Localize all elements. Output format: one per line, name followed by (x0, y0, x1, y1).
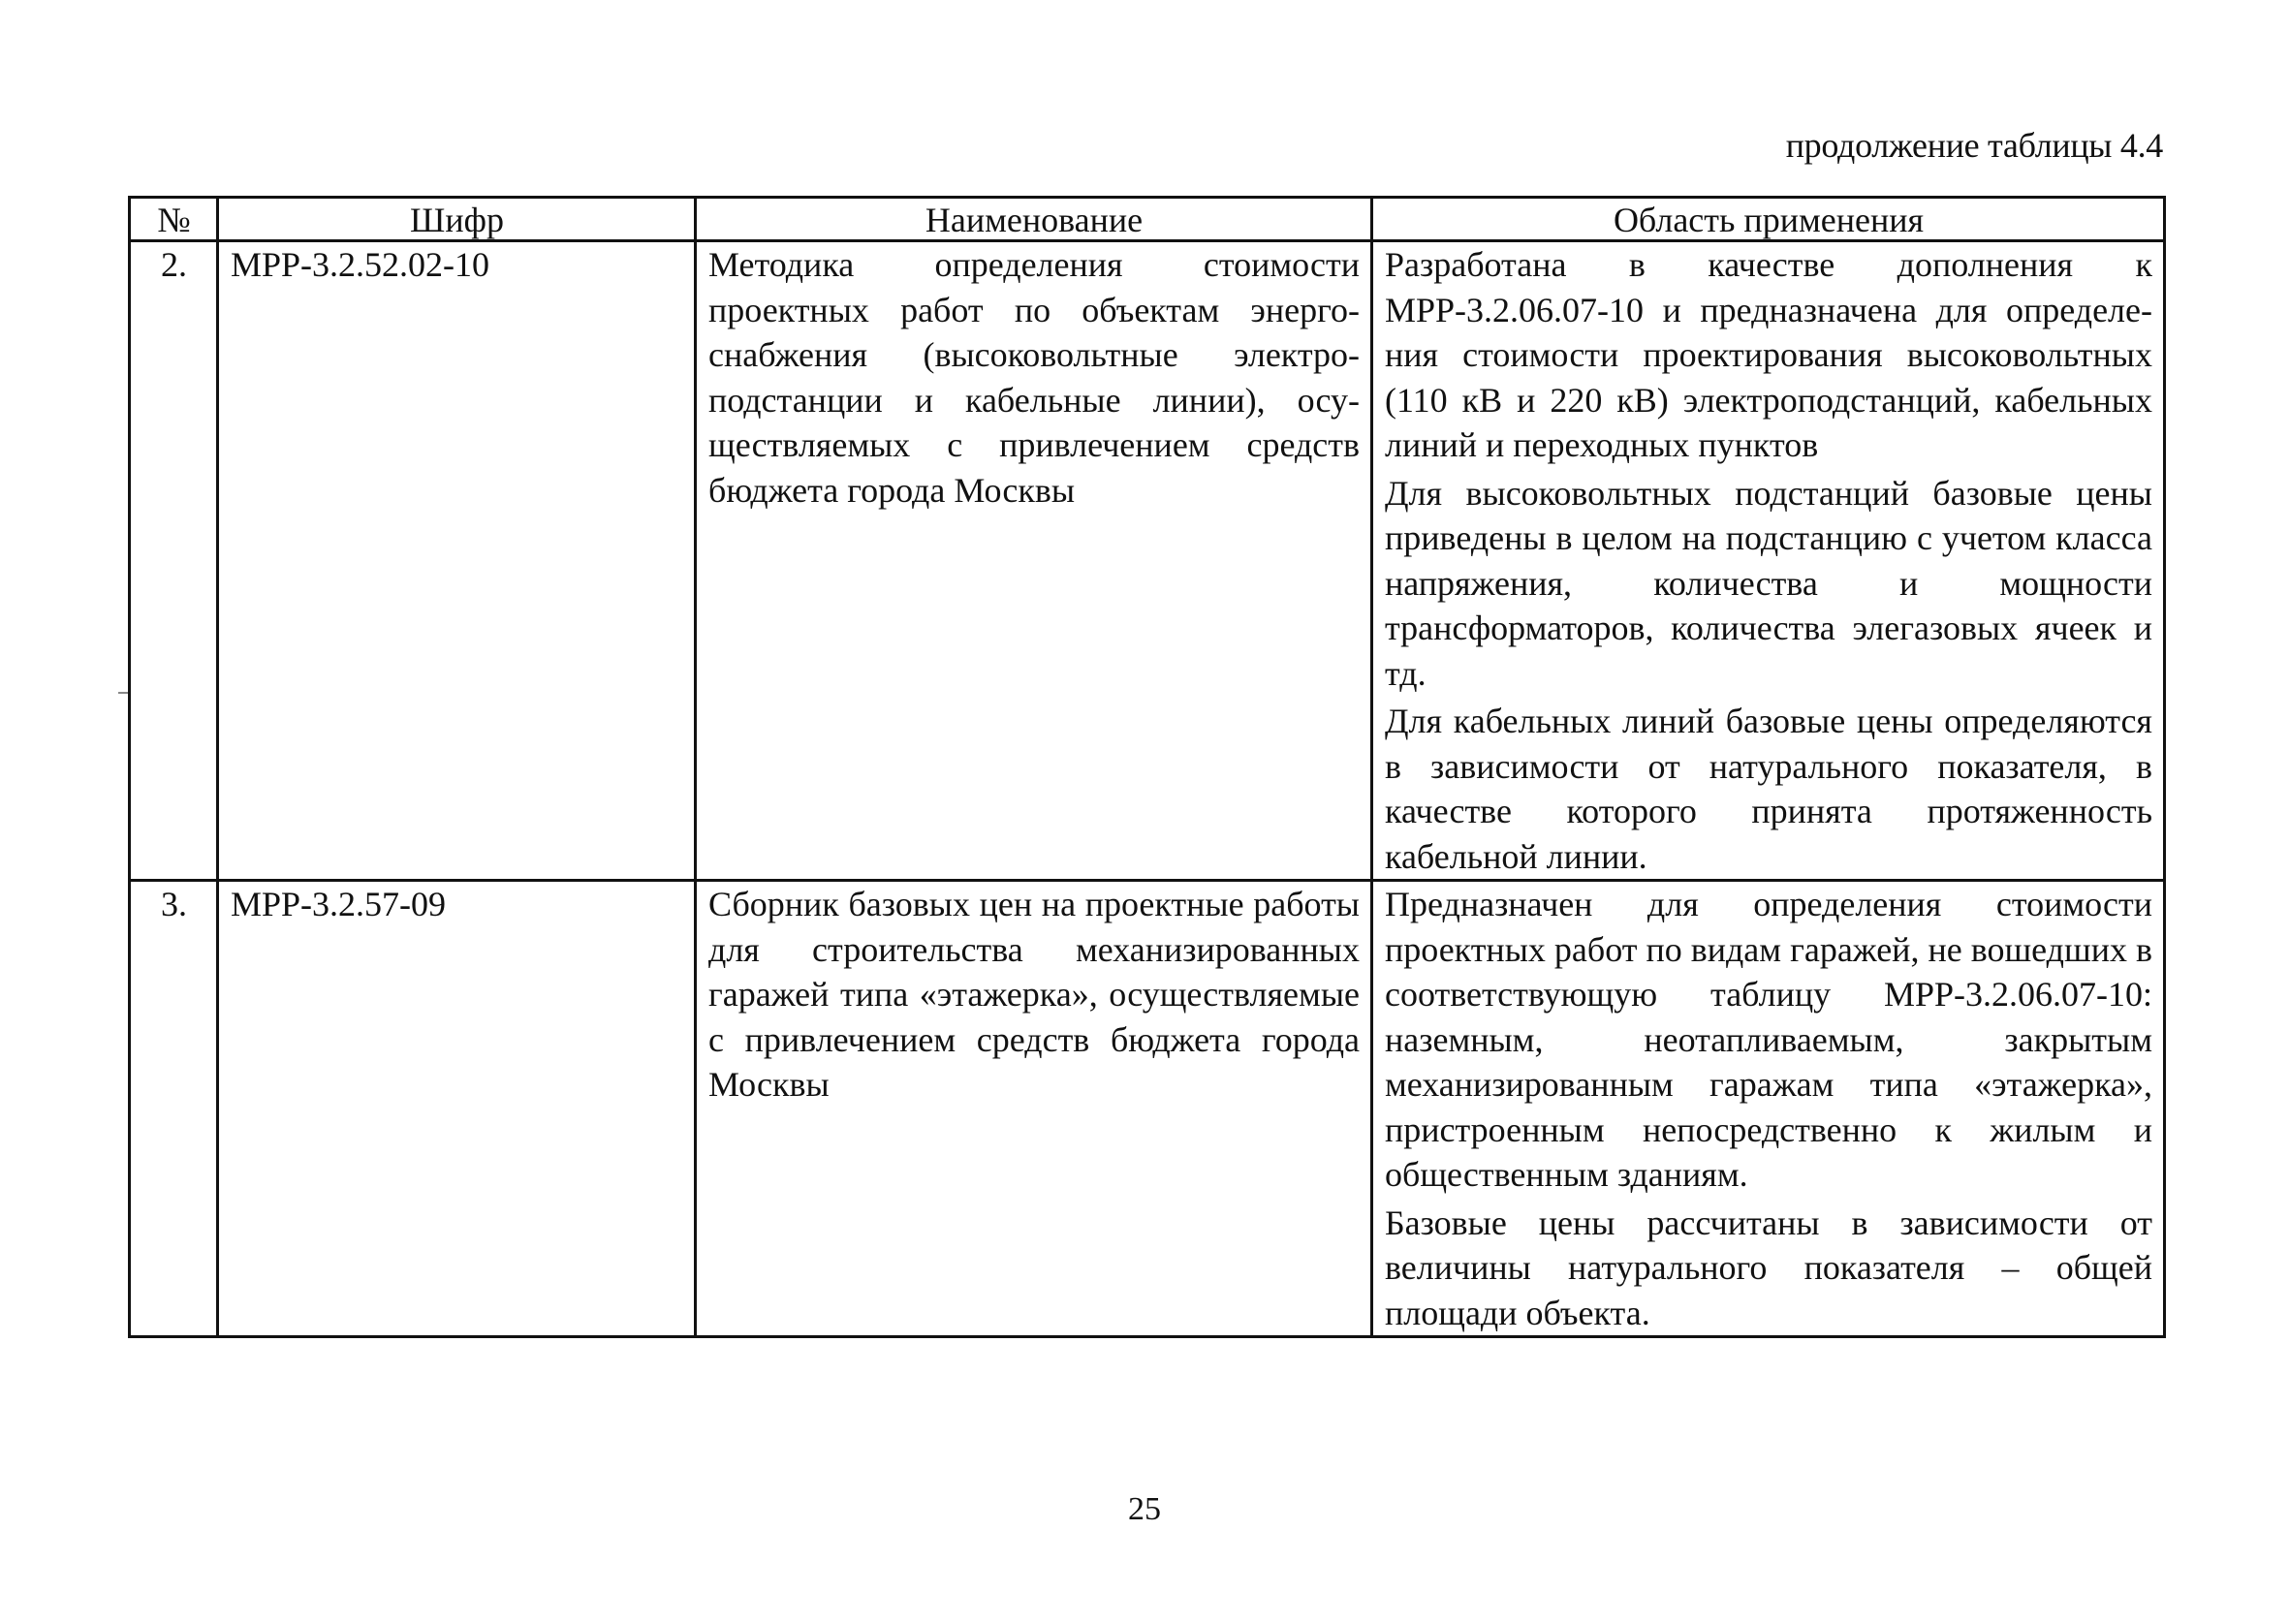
table-row (130, 241, 2165, 881)
header-row (130, 198, 2165, 241)
row-name: Сборник базовых цен на проектные работы для строительства механизированных гаражей типа «этажерка», осуществляемые с привлечением средств бюджета города Москвы (696, 881, 1372, 1337)
scope-paragraph: Для высоковольтных подстанций базовые цены приведены в целом на подстанцию с учетом класса напряжения, количества и мощности трансформаторов, количества элегазовых ячеек и тд. (1385, 473, 2152, 693)
row-code: МРР-3.2.52.02-10 (218, 241, 696, 881)
table-continuation-caption: продолжение таблицы 4.4 (1785, 126, 2163, 165)
scope-paragraph: Разработана в качестве дополнения к МРР-3.2.06.07-10 и предназначена для определения стоимости проектирования высоковольтных (110 кВ и 220 кВ) электроподстанций, кабельных линий и переходных пунктов (1385, 245, 2152, 464)
row-code: МРР-3.2.57-09 (218, 881, 696, 1337)
table-body (130, 241, 2165, 1337)
table-header (130, 198, 2165, 241)
row-scope (1372, 881, 2165, 1337)
row-name: Методика определения стоимости проектных работ по объектам энергоснабжения (высоковольтные электроподстанции и кабельные линии), осуществляемых с привлечением средств бюджета города Москвы (696, 241, 1372, 881)
header-scope: Область применения (1372, 198, 2165, 241)
row-scope (1372, 241, 2165, 881)
standards-table (128, 196, 2166, 1338)
header-code: Шифр (218, 198, 696, 241)
header-number: № (130, 198, 218, 241)
margin-mark (118, 692, 128, 694)
row-number: 2. (130, 241, 218, 881)
scope-paragraph: Предназначен для определения стоимости проектных работ по видам гаражей, не вошедших в соответствующую таблицу МРР-3.2.06.07-10: наземным, неотапливаемым, закрытым механизированным гаражам типа «этажерка», пристроенным непосредственно к жилым и общественным зданиям. (1385, 885, 2152, 1194)
row-number: 3. (130, 881, 218, 1337)
page-number: 25 (1128, 1491, 1161, 1527)
header-name: Наименование (696, 198, 1372, 241)
scope-paragraph: Базовые цены рассчитаны в зависимости от величины натурального показателя – общей площади объекта. (1385, 1202, 2152, 1332)
scope-paragraph: Для кабельных линий базовые цены определяются в зависимости от натурального показателя, в качестве которого принята протяженность кабельной линии. (1385, 702, 2152, 876)
table-row (130, 881, 2165, 1337)
